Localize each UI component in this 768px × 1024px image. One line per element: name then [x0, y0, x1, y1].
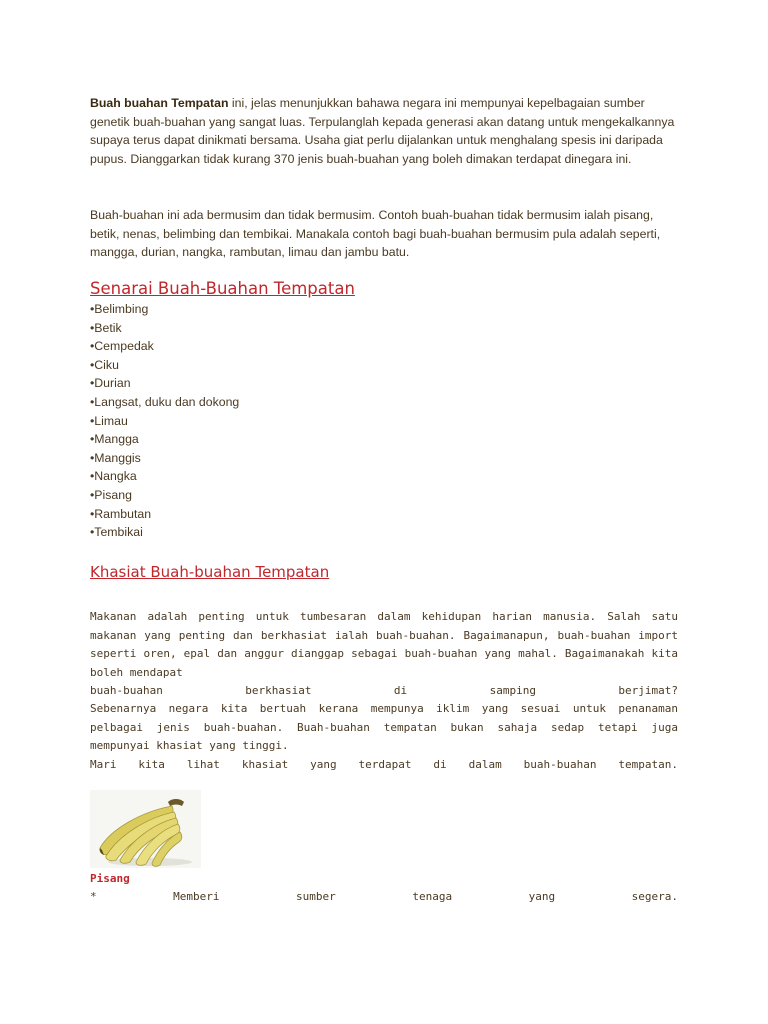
list-item: •Betik [90, 320, 122, 335]
list-item: •Belimbing [90, 302, 149, 316]
list-item: •Manggis [90, 450, 141, 465]
importance-text: Makanan adalah penting untuk tumbesaran dalam kehidupan harian manusia. Salah satu makanan yang penting dan berkhasiat ialah buah-buahan. Bagaimanapun, buah-buahan import seperti oren, epal dan anggur dianggap sebagai buah-buahan yang mahal. Bagaimanakah kita boleh mendapat [90, 610, 678, 679]
list-item: •Ciku [90, 357, 119, 372]
intro-text: ini, jelas menunjukkan bahawa negara ini mempunyai kepelbagaian sumber genetik buah-buahan yang sangat luas. Terpulanglah kepada generasi akan datang untuk mengekalkannya supaya terus dapat dinikmati bersama. Usaha giat perlu dijalankan untuk menghalang spesis ini daripada pupus. Dianggarkan tidak kurang 370 jenis buah-buahan yang boleh dimakan terdapat dinegara ini. [90, 96, 675, 166]
benefit-line: * Memberi sumber tenaga yang segera. [90, 890, 678, 903]
list-item: •Limau [90, 413, 128, 428]
list-item: •Cempedak [90, 339, 154, 354]
list-item: •Durian [90, 376, 131, 391]
intro-bold-lead: Buah buahan Tempatan [90, 96, 229, 110]
importance-last-line: buah-buahan berkhasiat di samping berjimat? [90, 684, 678, 698]
importance-paragraph [90, 608, 678, 701]
banana-image [90, 790, 201, 868]
see-benefits-line: Mari kita lihat khasiat yang terdapat di dalam buah-buahan tempatan. [90, 758, 678, 771]
fruit-list [90, 300, 239, 542]
list-item: •Nangka [90, 469, 137, 484]
fruit-name-label: Pisang [90, 872, 130, 885]
list-item: •Tembikai [90, 525, 143, 540]
list-item: •Langsat, duku dan dokong [90, 394, 240, 409]
intro-paragraph [90, 94, 678, 168]
list-item: •Pisang [90, 487, 132, 502]
fruit-list-heading[interactable]: Senarai Buah-Buahan Tempatan [90, 279, 355, 298]
seasonal-paragraph: Buah-buahan ini ada bermusim dan tidak bermusim. Contoh buah-buahan tidak bermusim ialah pisang, betik, nenas, belimbing dan tembikai. Manakala contoh bagi buah-buahan bermusim pula adalah seperti, mangga, durian, nangka, rambutan, limau dan jambu batu. [90, 208, 661, 259]
khasiat-heading[interactable]: Khasiat Buah-buahan Tempatan [90, 563, 330, 581]
list-item: •Rambutan [90, 506, 152, 521]
local-fruit-paragraph: Sebenarnya negara kita bertuah kerana mempunya iklim yang sesuai untuk penanaman pelbagai jenis buah-buahan. Buah-buahan tempatan bukan sahaja sedap tetapi juga mempunyai khasiat yang tinggi. [90, 702, 678, 753]
list-item: •Mangga [90, 432, 139, 447]
